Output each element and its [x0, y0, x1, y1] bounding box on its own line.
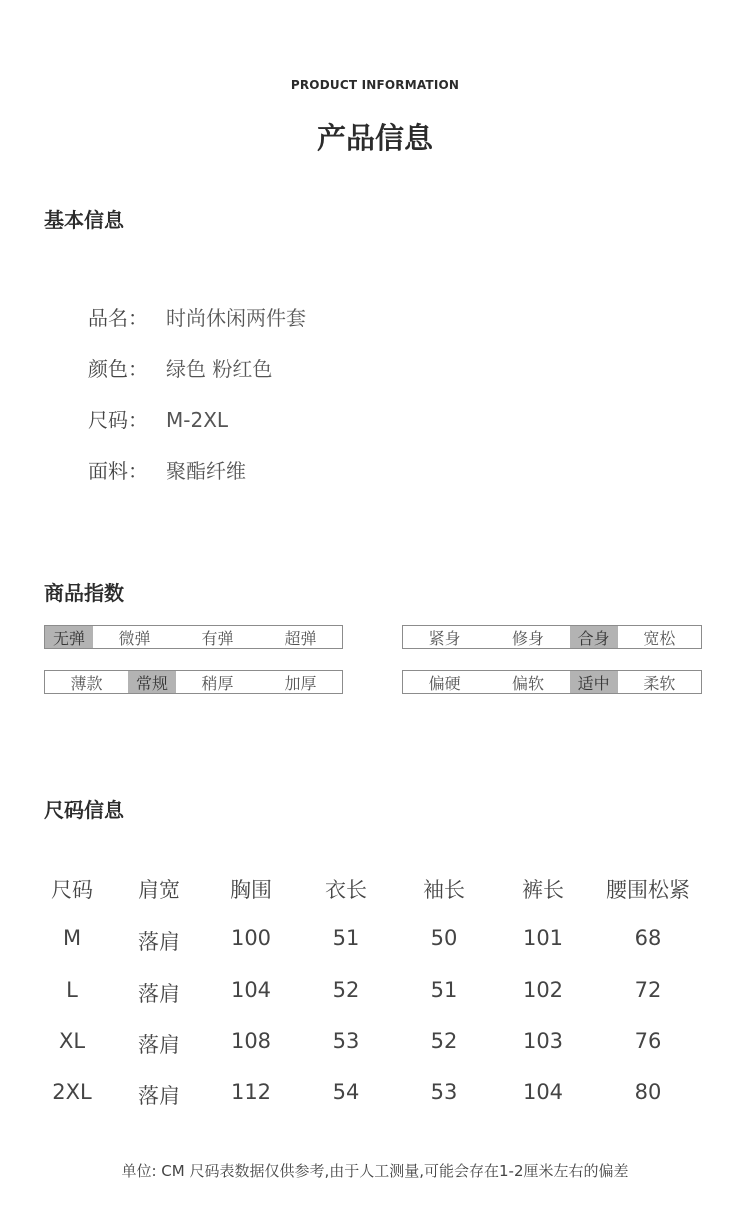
fit-option: 紧身	[428, 628, 461, 648]
thickness-option: 薄款	[70, 673, 103, 693]
info-value: 绿色 粉红色	[166, 357, 273, 381]
table-cell: 53	[332, 1029, 360, 1053]
page-title: 产品信息	[316, 121, 433, 155]
table-cell: 54	[332, 1080, 360, 1104]
column-header: 袖长	[423, 878, 465, 902]
table-row	[0, 1080, 750, 1120]
column-header: 腰围松紧	[606, 878, 690, 902]
softness-option: 适中	[570, 671, 618, 693]
softness-option: 偏硬	[428, 673, 461, 693]
column-header: 衣长	[325, 878, 367, 902]
table-cell: L	[66, 978, 78, 1002]
fit-option: 合身	[570, 626, 618, 648]
table-cell: 2XL	[52, 1080, 92, 1104]
table-cell: 50	[430, 926, 458, 950]
info-value: 时尚休闲两件套	[166, 306, 306, 330]
table-cell: 112	[230, 1080, 272, 1104]
table-row	[0, 926, 750, 966]
elasticity-option: 超弹	[284, 628, 317, 648]
table-cell: 落肩	[138, 1033, 180, 1057]
table-cell: 落肩	[138, 930, 180, 954]
table-cell: 103	[522, 1029, 564, 1053]
table-cell: 52	[332, 978, 360, 1002]
size-info-heading: 尺码信息	[44, 798, 124, 822]
fit-scale	[402, 625, 702, 649]
table-cell: 72	[634, 978, 662, 1002]
thickness-option: 稍厚	[201, 673, 234, 693]
info-value: 聚酯纤维	[166, 459, 246, 483]
thickness-scale	[44, 670, 343, 694]
info-row-size	[88, 404, 228, 433]
info-row-fabric	[88, 455, 246, 484]
elasticity-option: 无弹	[45, 626, 93, 648]
table-cell: 落肩	[138, 1084, 180, 1108]
table-cell: 51	[332, 926, 360, 950]
info-label: 面料：	[88, 459, 148, 483]
table-cell: 80	[634, 1080, 662, 1104]
info-row-color	[88, 353, 272, 382]
softness-option: 柔软	[643, 673, 676, 693]
elasticity-scale	[44, 625, 343, 649]
elasticity-option: 有弹	[201, 628, 234, 648]
table-cell: 104	[522, 1080, 564, 1104]
info-label: 品名：	[88, 306, 148, 330]
column-header: 尺码	[51, 878, 93, 902]
fit-option: 修身	[511, 628, 544, 648]
size-footnote: 单位: CM 尺码表数据仅供参考,由于人工测量,可能会存在1-2厘米左右的偏差	[121, 1162, 629, 1180]
table-cell: 104	[230, 978, 272, 1002]
info-row-name	[88, 302, 306, 331]
overline-text: PRODUCT INFORMATION	[290, 78, 460, 92]
table-cell: 76	[634, 1029, 662, 1053]
elasticity-option: 微弹	[118, 628, 151, 648]
column-header: 肩宽	[138, 878, 180, 902]
size-table-header	[0, 874, 750, 914]
table-cell: 108	[230, 1029, 272, 1053]
table-row	[0, 1029, 750, 1069]
table-cell: M	[62, 926, 82, 950]
info-label: 颜色：	[88, 357, 148, 381]
table-cell: 102	[522, 978, 564, 1002]
table-cell: 53	[430, 1080, 458, 1104]
softness-option: 偏软	[511, 673, 544, 693]
table-cell: 100	[230, 926, 272, 950]
softness-scale	[402, 670, 702, 694]
basic-info-heading: 基本信息	[44, 208, 124, 232]
table-cell: 68	[634, 926, 662, 950]
table-cell: 101	[522, 926, 564, 950]
info-value: M-2XL	[166, 408, 229, 432]
table-cell: XL	[58, 1029, 86, 1053]
product-index-heading: 商品指数	[44, 581, 124, 605]
thickness-option: 加厚	[284, 673, 317, 693]
table-cell: 落肩	[138, 982, 180, 1006]
fit-option: 宽松	[643, 628, 676, 648]
column-header: 胸围	[230, 878, 272, 902]
table-cell: 52	[430, 1029, 458, 1053]
column-header: 裤长	[522, 878, 564, 902]
info-label: 尺码：	[88, 408, 148, 432]
table-row	[0, 978, 750, 1018]
thickness-option: 常规	[128, 671, 176, 693]
table-cell: 51	[430, 978, 458, 1002]
